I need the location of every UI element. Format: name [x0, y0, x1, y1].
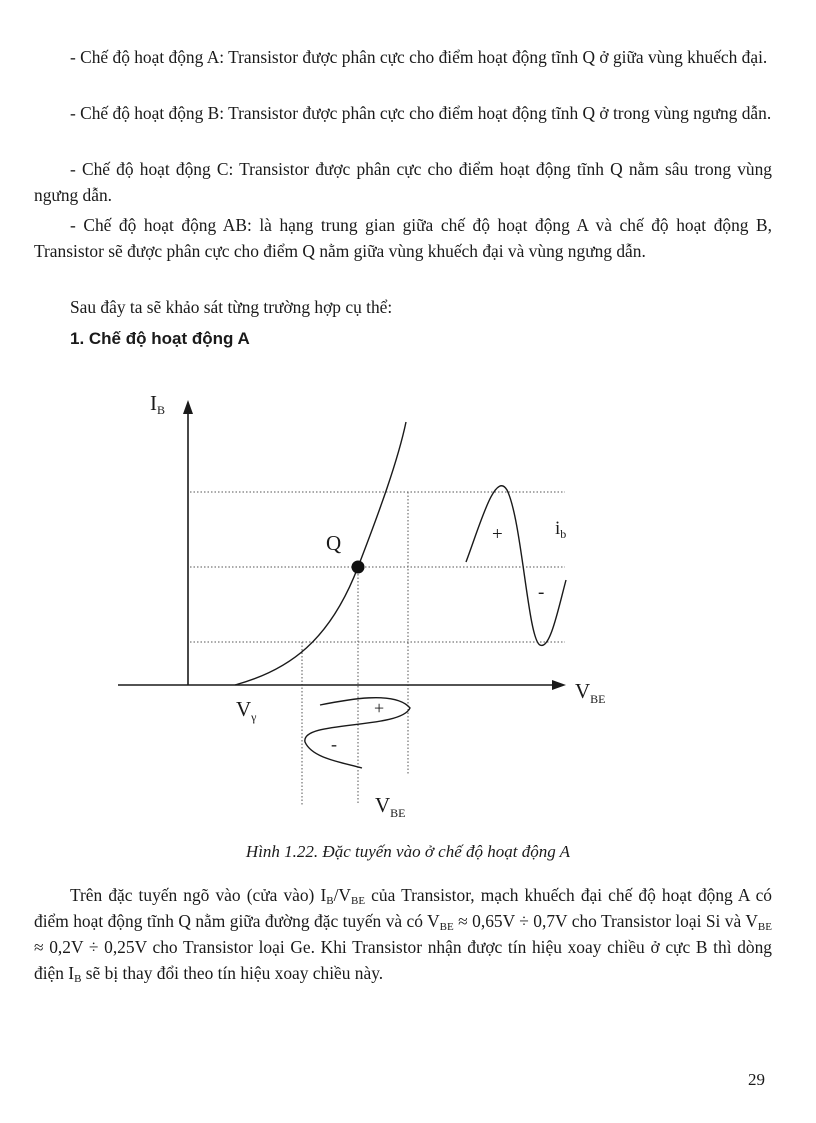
- vbe-plus-sign: +: [374, 698, 385, 718]
- y-axis-arrow: [183, 400, 193, 414]
- paragraph-mode-c: - Chế độ hoạt động C: Transistor được phân cực cho điểm hoạt động tĩnh Q nằm sâu trong vùng ngưng dẫn.: [34, 159, 772, 205]
- vbe-label: $V_{BE}$: [375, 793, 406, 820]
- x-axis-label: $V_{BE}$: [575, 679, 606, 706]
- ib-plus-sign: +: [492, 524, 503, 545]
- v-gamma-label: $V_\gamma$: [236, 697, 257, 724]
- paragraph-mode-a: - Chế độ hoạt động A: Transistor được phân cực cho điểm hoạt động tĩnh Q ở giữa vùng khuếch đại.: [70, 47, 768, 67]
- paragraph-intro: Sau đây ta sẽ khảo sát từng trường hợp cụ thể:: [70, 297, 393, 317]
- guide-lines: [190, 492, 565, 805]
- y-axis-label: IB: [150, 391, 166, 417]
- section-heading: 1. Chế độ hoạt động A: [70, 329, 250, 348]
- q-point: [352, 561, 365, 574]
- paragraph-mode-b: - Chế độ hoạt động B: Transistor được phân cực cho điểm hoạt động tĩnh Q ở trong vùng ngưng dẫn.: [70, 103, 772, 123]
- paragraph-body: Trên đặc tuyến ngõ vào (cửa vào) $I_B/V_{BE}$ của Transistor, mạch khuếch đại chế độ hoạt động A có điểm hoạt động tĩnh Q nằm giữa đường đặc tuyến và có $V_{BE} \approx 0,65V \div 0,7V$ cho Transistor loại Si và $V_{BE} \approx 0,2V \div 0,25V$ cho Transistor loại Ge. Khi Transistor nhận được tín hiệu xoay chiều ở cực B thì dòng điện $I_B$ sẽ bị thay đổi theo tín hiệu xoay chiều này.: [34, 885, 772, 985]
- page-number: 29: [748, 1070, 765, 1089]
- vbe-minus-sign: -: [331, 734, 337, 754]
- vbe-waveform: [305, 698, 410, 768]
- paragraph-mode-ab: - Chế độ hoạt động AB: là hạng trung gian giữa chế độ hoạt động A và chế độ hoạt động B, Transistor sẽ được phân cực cho điểm Q nằm giữa vùng khuếch đại và vùng ngưng dẫn.: [34, 215, 772, 261]
- input-characteristic-figure: [0, 380, 816, 820]
- figure-caption: Hình 1.22. Đặc tuyến vào ở chế độ hoạt động A: [245, 842, 571, 861]
- ib-label: $i_b$: [555, 518, 567, 541]
- ib-minus-sign: -: [538, 582, 545, 603]
- x-axis-arrow: [552, 680, 566, 690]
- ib-waveform: [466, 486, 566, 646]
- q-label: Q: [326, 531, 342, 555]
- characteristic-curve: [235, 422, 406, 685]
